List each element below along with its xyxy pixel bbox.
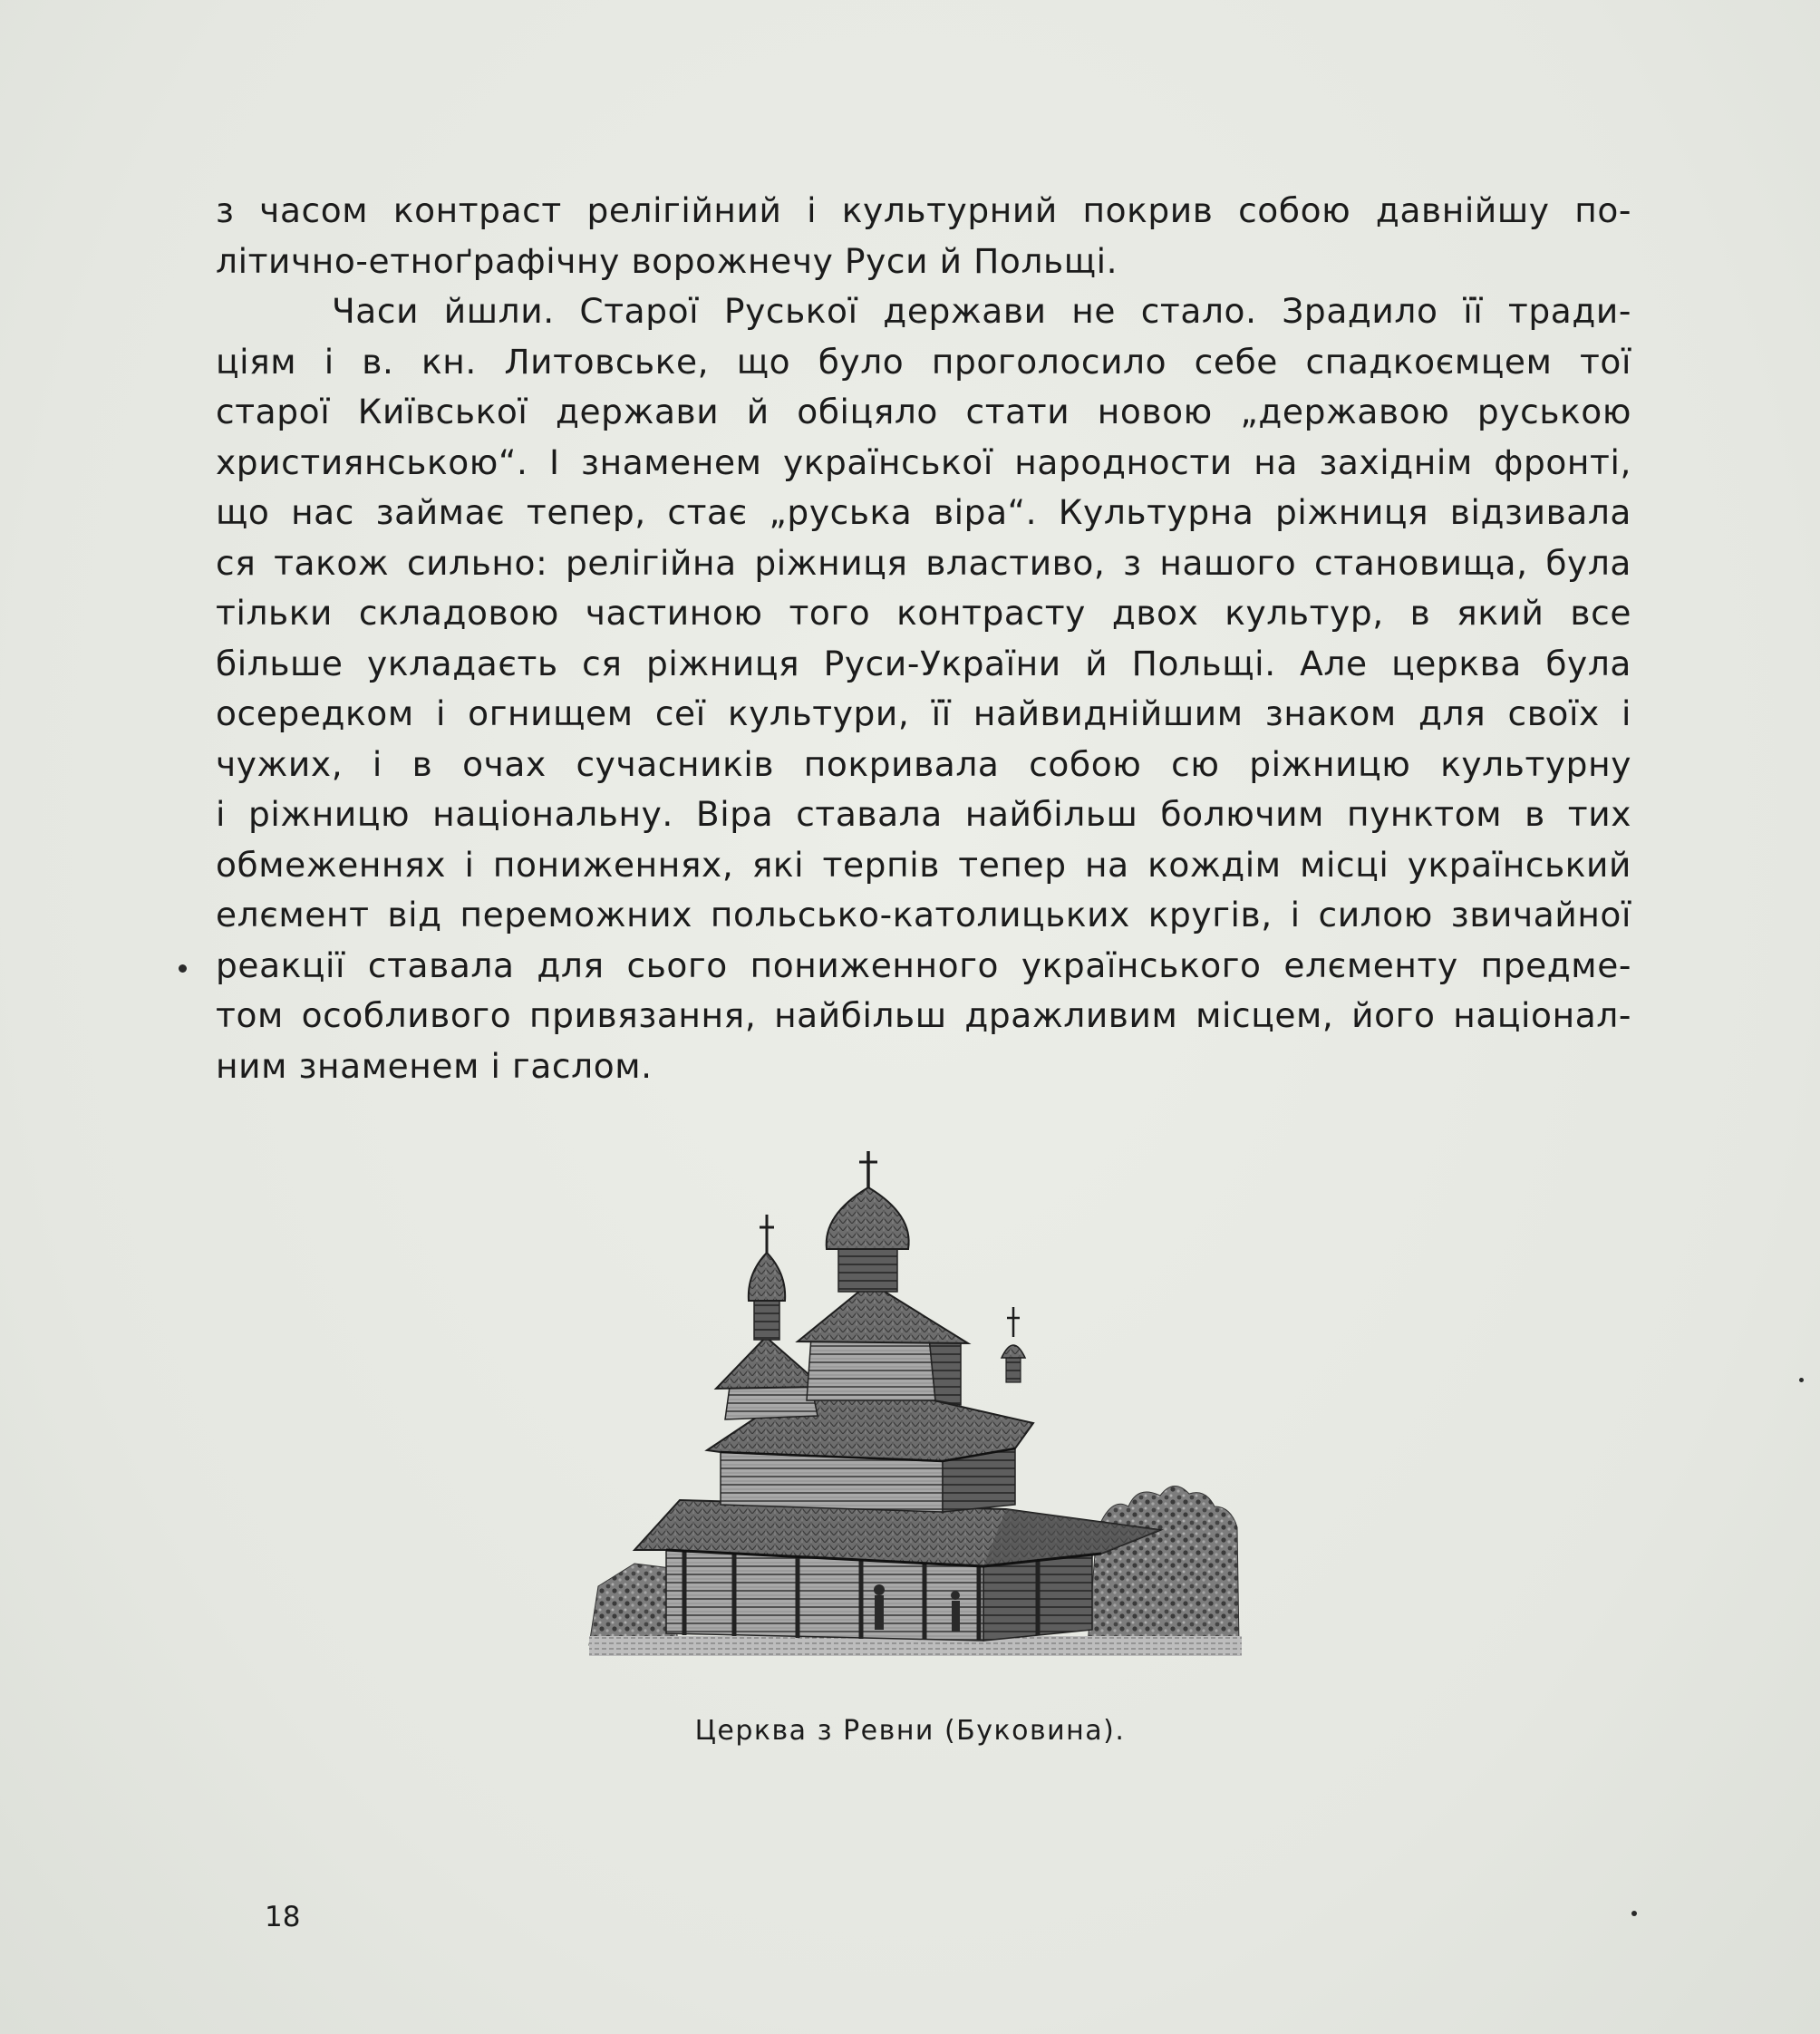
text-line: том особливого привязання, найбільш дражливим місцем, його націонал- — [216, 995, 1631, 1035]
figure-caption: Церква з Ревни (Буковина). — [694, 1715, 1126, 1747]
text-line: більше укладаєть ся ріжниця Руси-України й Польщі. Але церква була — [216, 643, 1631, 683]
text-line: реакції ставала для сього пониженного українського елєменту предме- — [216, 944, 1631, 985]
text-line: ся також сильно: релігійна ріжниця властиво, з нашого становища, була — [216, 542, 1631, 583]
text-line: осередком і огнищем сеї культури, її найвиднійшим знаком для своїх і — [216, 693, 1631, 733]
text-line: старої Київської держави й обіцяло стати новою „державою руською — [216, 392, 1631, 431]
text-line: ним знаменем і гаслом. — [216, 1045, 653, 1086]
text-line: християнською“. І знаменем української народности на західнім фронті, — [216, 441, 1631, 482]
print-speck — [1631, 1911, 1637, 1916]
print-speck — [1799, 1378, 1804, 1382]
page-number: 18 — [265, 1901, 301, 1933]
text-line: обмеженнях і пониженнях, які терпів тепер на кождім місці український — [216, 844, 1631, 885]
body-text — [216, 186, 1631, 1091]
text-line: чужих, і в очах сучасників покривала собою сю ріжницю культурну — [216, 743, 1631, 784]
text-line: і ріжницю національну. Віра ставала найбільш болючим пунктом в тих — [216, 794, 1631, 834]
text-line: що нас займає тепер, стає „руська віра“. Культурна ріжниця відзивала — [216, 492, 1631, 532]
text-line: тільки складовою частиною того контрасту двох культур, в який все — [216, 593, 1631, 633]
wooden-church-engraving-icon — [580, 1151, 1269, 1668]
church-illustration — [580, 1151, 1269, 1668]
text-line: елємент від переможних польсько-католицьких кругів, і силою звичайної — [216, 895, 1631, 935]
text-line: ціям і в. кн. Литовське, що було проголосило себе спадкоємцем тої — [216, 341, 1631, 382]
print-speck — [179, 964, 187, 973]
text-line: літично-етноґрафічну ворожнечу Руси й Польщі. — [216, 240, 1118, 281]
text-line: Часи йшли. Старої Руської держави не стало. Зрадило її тради- — [332, 291, 1631, 331]
text-line: з часом контраст релігійний і культурний покрив собою давнійшу по- — [216, 190, 1631, 230]
